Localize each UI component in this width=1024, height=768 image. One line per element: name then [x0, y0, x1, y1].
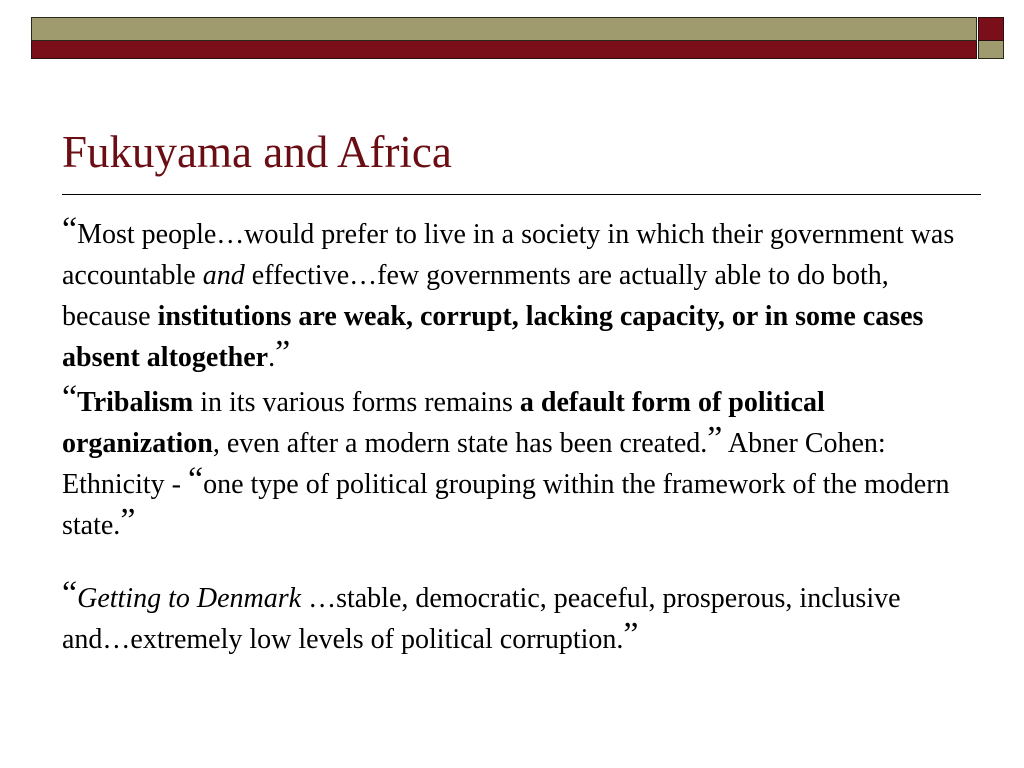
quote-mark: “: [187, 461, 204, 498]
slide-body: [62, 211, 962, 660]
bold-text: Tribalism: [77, 387, 194, 418]
quote-mark: ”: [120, 502, 136, 539]
italic-text: and: [202, 260, 245, 291]
body-text: .: [268, 342, 276, 373]
body-text: , even after a modern state has been created.: [212, 428, 708, 459]
slide-title: Fukuyama and Africa: [62, 127, 452, 177]
italic-text: Getting to Denmark: [77, 583, 302, 614]
body-text: Abner Cohen: Ethnicity -: [62, 428, 886, 500]
quote-mark: “: [62, 575, 78, 612]
quote-mark: “: [62, 211, 78, 248]
corner-block-maroon: [978, 17, 1004, 41]
quote-paragraph-1: [62, 211, 962, 378]
quote-mark: “: [62, 379, 78, 416]
bold-text: institutions are weak, corrupt, lacking capacity, or in some cases absent altogether: [62, 301, 924, 373]
corner-block-olive: [978, 41, 1004, 59]
body-text: one type of political grouping within the framework of the modern state.: [62, 469, 950, 541]
body-text: …stable, democratic, peaceful, prosperous, inclusive and…extremely low levels of political corruption.: [62, 583, 901, 655]
quote-paragraph-2: [62, 379, 962, 546]
quote-paragraph-3: [62, 575, 962, 660]
quote-mark: ”: [707, 420, 723, 457]
header-band-olive: [31, 17, 977, 41]
body-text: effective…few governments are actually able to do both, because: [62, 260, 889, 332]
title-divider: [62, 194, 981, 195]
quote-mark: ”: [275, 334, 291, 371]
body-text: Most people…would prefer to live in a society in which their government was accountable: [62, 219, 955, 291]
bold-text: a default form of political organization: [62, 387, 825, 459]
body-text: in its various forms remains: [193, 387, 520, 418]
header-band-maroon: [31, 41, 977, 59]
quote-mark: ”: [623, 616, 639, 653]
